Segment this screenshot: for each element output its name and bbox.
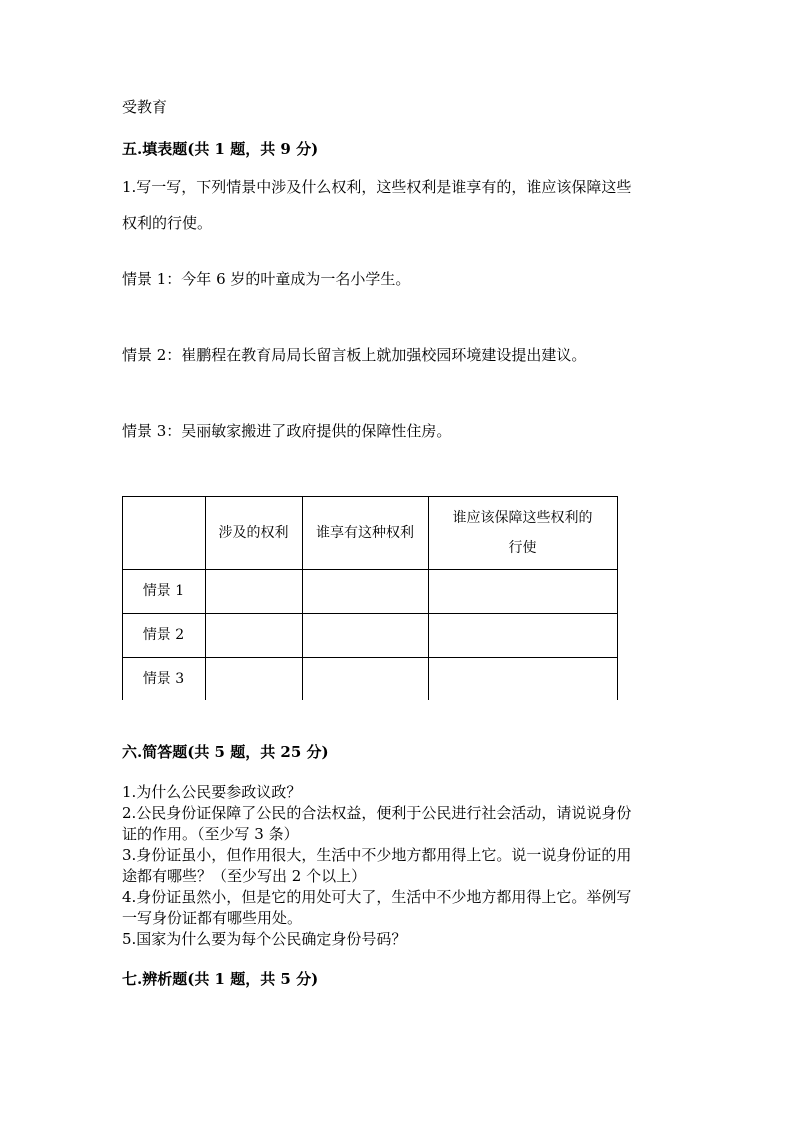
s6-line-8: 5.国家为什么要为每个公民确定身份号码？ (122, 930, 407, 948)
table-row-label-1: 情景 1 (142, 583, 185, 599)
s6-line-7: 一写身份证都有哪些用处。 (122, 909, 303, 927)
s6-line-4: 3.身份证虽小，但作用很大，生活中不少地方都用得上它。说一说身份证的用 (122, 846, 632, 864)
section5-title: 五.填表题(共 1 题，共 9 分) (122, 140, 319, 158)
table-header-rights: 涉及的权利 (218, 524, 289, 541)
table-header-corner (122, 496, 205, 569)
table-line (617, 496, 618, 700)
top-text: 受教育 (122, 98, 168, 116)
scenario-1: 情景 1：今年 6 岁的叶童成为一名小学生。 (122, 270, 411, 288)
table-row-label-2: 情景 2 (142, 627, 185, 643)
q1-line1: 1.写一写，下列情景中涉及什么权利，这些权利是谁享有的，谁应该保障这些 (122, 178, 632, 196)
s6-line-6: 4.身份证虽然小，但是它的用处可大了，生活中不少地方都用得上它。举例写 (122, 888, 632, 906)
table-row-label-3: 情景 3 (142, 670, 185, 687)
table-header-holder: 谁享有这种权利 (316, 524, 414, 541)
scenario-3: 情景 3：吴丽敏家搬进了政府提供的保障性住房。 (122, 422, 452, 440)
q1-line2: 权利的行使。 (122, 214, 213, 232)
s6-line-2: 2.公民身份证保障了公民的合法权益，便利于公民进行社会活动，请说说身份 (122, 804, 632, 822)
table-header-guarantor (428, 496, 617, 569)
table-header-guarantor-line1: 谁应该保障这些权利的 (452, 509, 593, 526)
s6-line-1: 1.为什么公民要参政议政？ (122, 783, 302, 801)
section6-title: 六.简答题(共 5 题，共 25 分) (122, 743, 329, 761)
s6-line-3: 证的作用。（至少写 3 条） (122, 825, 299, 843)
fill-table (122, 496, 618, 700)
table-header-guarantor-line2: 行使 (508, 539, 537, 556)
scenario-2: 情景 2：崔鹏程在教育局局长留言板上就加强校园环境建设提出建议。 (122, 346, 587, 364)
s6-line-5: 途都有哪些？（至少写出 2 个以上） (122, 867, 367, 885)
section7-title: 七.辨析题(共 1 题，共 5 分) (122, 970, 319, 988)
